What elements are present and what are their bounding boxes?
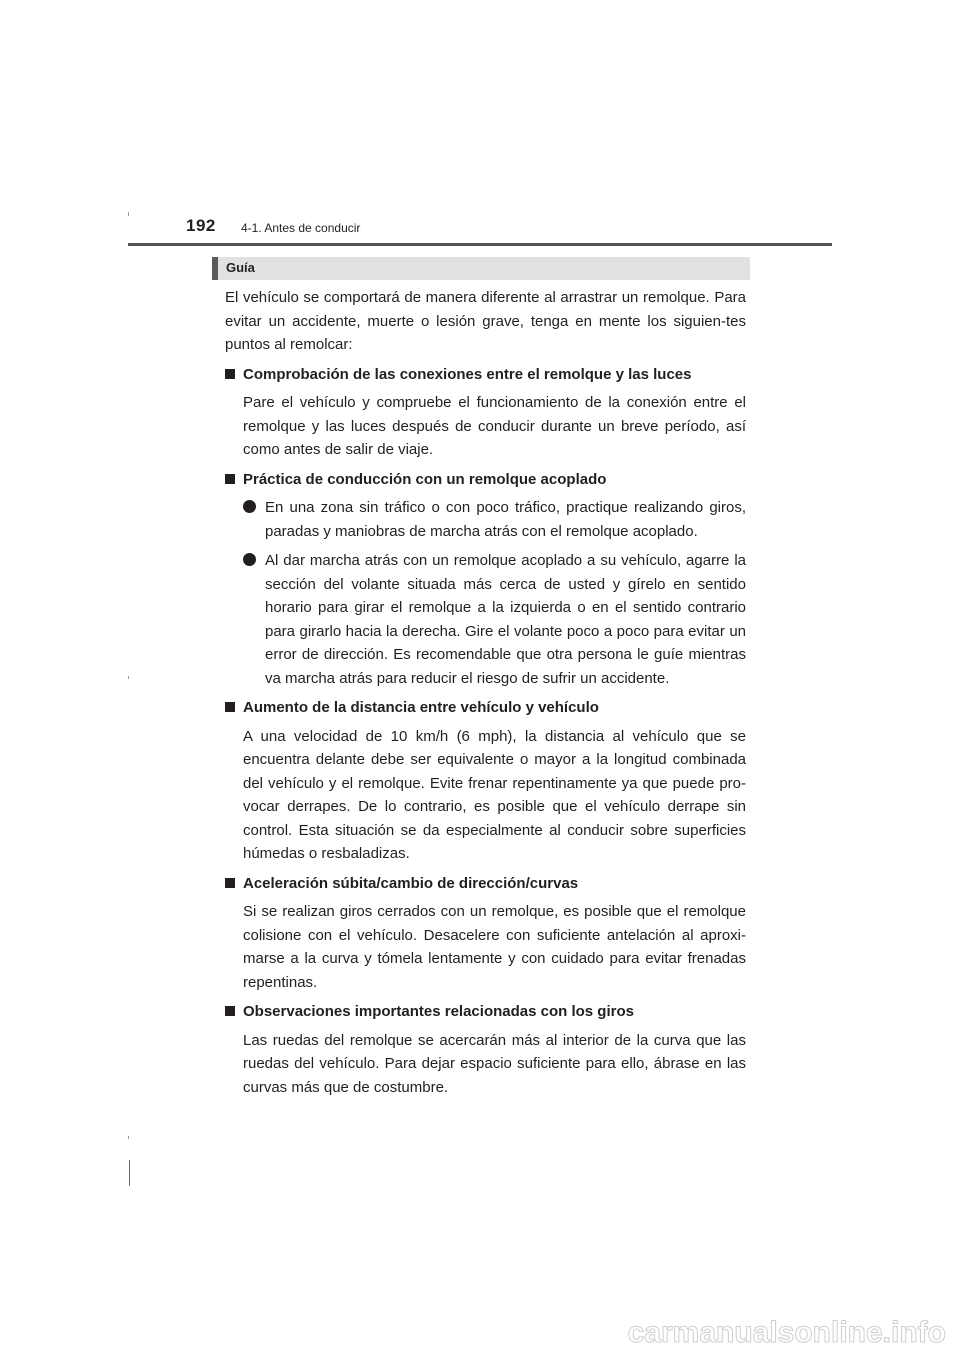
bullet-text: En una zona sin tráfico o con poco tráfico, practique realizando giros, paradas y maniobras de marcha atrás con el remolque acoplado. <box>265 499 746 540</box>
round-bullet-icon <box>243 553 256 566</box>
square-bullet-icon <box>225 702 235 712</box>
bullet-item <box>225 496 746 543</box>
round-bullet-icon <box>243 500 256 513</box>
section-heading-text: Aceleración súbita/cambio de dirección/curvas <box>243 874 579 892</box>
margin-tick-lower <box>128 1136 129 1139</box>
section-heading <box>225 872 746 896</box>
square-bullet-icon <box>225 369 235 379</box>
margin-tick-bottom <box>129 1160 130 1186</box>
bullet-item <box>225 549 746 690</box>
guide-box-header <box>212 257 750 280</box>
section-heading <box>225 696 746 720</box>
square-bullet-icon <box>225 1006 235 1016</box>
square-bullet-icon <box>225 474 235 484</box>
section-body: A una velocidad de 10 km/h (6 mph), la distancia al vehículo que se encuentra delante debe ser equivalente o mayor a la longitud combinada del vehículo y el remolque. Evite frenar repentinamente ya que puede pro-vocar derrapes. De lo contrario, es posible que el vehículo derrape sin control. Esta situación se da especialmente al conducir sobre superficies húmedas o resbaladizas. <box>243 727 746 862</box>
guide-stripe <box>212 257 218 280</box>
intro-paragraph: El vehículo se comportará de manera diferente al arrastrar un remolque. Para evitar un accidente, muerte o lesión grave, tenga en mente los siguien-tes puntos al remolcar: <box>225 289 746 353</box>
section-heading <box>225 468 746 492</box>
section-heading <box>225 363 746 387</box>
section-heading-text: Comprobación de las conexiones entre el remolque y las luces <box>243 365 692 383</box>
margin-tick-mid <box>128 676 129 679</box>
bullet-text: Al dar marcha atrás con un remolque acoplado a su vehículo, agarre la sección del volante situada más cerca de usted y gírelo en sentido horario para girar el remolque a la izquierda o en el sentido contrario para girarlo hacia la derecha. Gire el volante poco a poco para evitar un error de dirección. Es recomendable que otra persona le guíe mientras va marcha atrás para reducir el riesgo de sufrir un accidente. <box>265 552 746 687</box>
guide-title: Guía <box>226 260 255 275</box>
section-heading-text: Observaciones importantes relacionadas con los giros <box>243 1003 634 1020</box>
section-body: Las ruedas del remolque se acercarán más al interior de la curva que las ruedas del vehículo. Para dejar espacio suficiente para ello, ábrase en las curvas más que de costumbre. <box>243 1031 746 1096</box>
margin-tick-top <box>128 212 129 216</box>
guide-content <box>225 286 746 1105</box>
watermark-text: carmanualsonline.info <box>627 1316 946 1349</box>
section-heading <box>225 1000 746 1024</box>
section-heading-text: Práctica de conducción con un remolque acoplado <box>243 470 607 488</box>
section-body: Pare el vehículo y compruebe el funcionamiento de la conexión entre el remolque y las luces después de conducir durante un breve período, así como antes de salir de viaje. <box>243 394 746 458</box>
section-label: 4-1. Antes de conducir <box>241 221 361 235</box>
section-body: Si se realizan giros cerrados con un remolque, es posible que el remolque colisione con el vehículo. Desacelere con suficiente antelación al aproxi-marse a la curva y tómela lentamente y con cuidado para evitar frenadas repentinas. <box>243 903 746 991</box>
header-rule <box>128 243 832 246</box>
section-heading-text: Aumento de la distancia entre vehículo y vehículo <box>243 699 599 716</box>
watermark <box>612 1306 952 1352</box>
page-number: 192 <box>186 216 216 235</box>
square-bullet-icon <box>225 878 235 888</box>
